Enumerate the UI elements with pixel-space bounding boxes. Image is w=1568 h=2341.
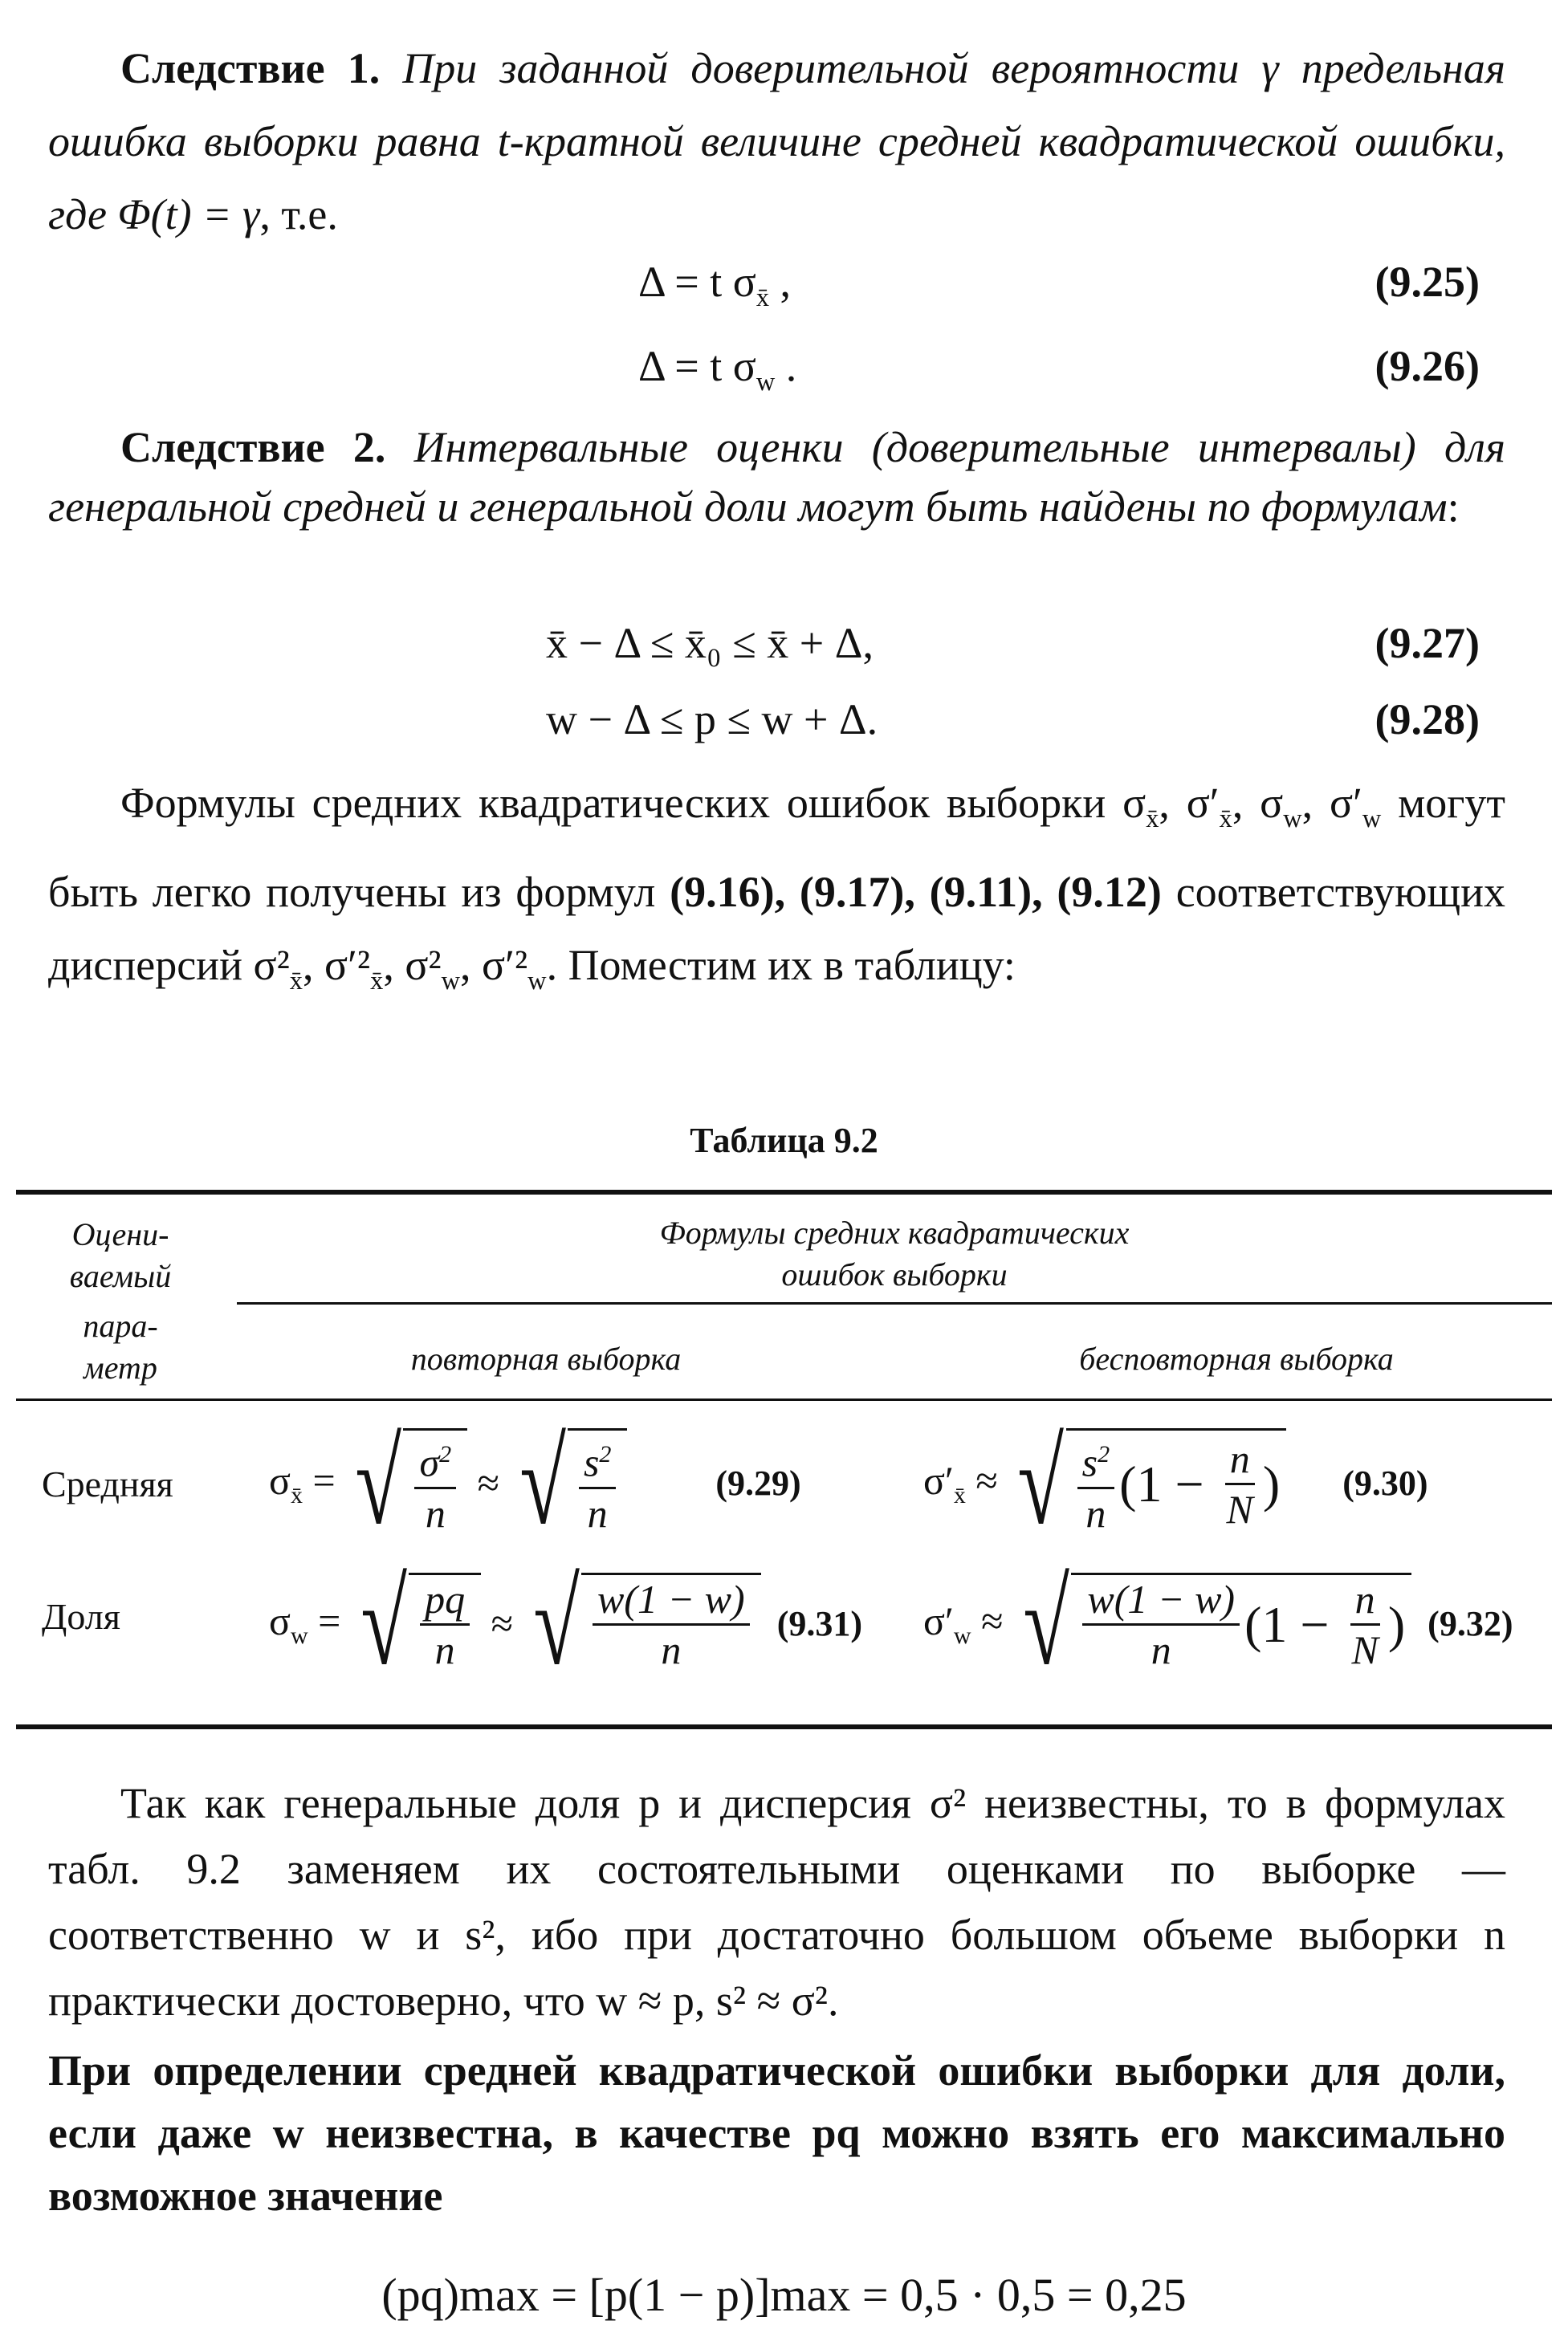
corollary-2 [48,417,1505,536]
equation-9-26 [638,341,796,397]
replace-paragraph: Так как генеральные доля p и дисперсия σ² неизвестны, то в формулах табл. 9.2 заменяем их состоятельными оценками по выборке — соответственно w и s², ибо при достаточно большом объеме выборки n практически достоверно, что w ≈ p, s² ≈ σ². [48,1779,1505,2025]
equation-9-25-tail: , [769,258,792,306]
header-formulas-line-1: Формулы средних квадратических [659,1215,1130,1251]
equation-max: (pq)max = [p(1 − p)]max = 0,5 · 0,5 = 0,25 [381,2269,1187,2321]
header-param-line-4: метр [83,1350,157,1386]
row-label-share: Доля [42,1596,120,1637]
formula-table [16,1190,1552,1732]
header-repeat: повторная выборка [410,1341,682,1377]
formula-9-30: $\sigma'_{x̄}$ ≈ √ $\frac{s^2}{n}$ (1 − $\frac{n}{N}$ ) (9.30) [923,1416,1428,1549]
sub-x-3: x̄ [289,966,303,995]
formulas-text-a: Формулы средних квадратических ошибок выборки σ [120,779,1146,827]
sub-w-1: w [1283,804,1302,833]
formulas-paragraph [48,767,1505,1018]
formula-number-9-31: (9.31) [776,1603,862,1643]
equation-9-25 [638,257,791,313]
equation-9-27: x̄ − Δ ≤ x̄₀ ≤ x̄ + Δ, [546,619,874,667]
header-param-line-2: ваемый [69,1258,172,1294]
formula-9-31: $\sigma_w$ = √ $\frac{pq}{n}$ ≈ √ $\frac{w(1 - w)}{n}$ (9.31) [269,1557,862,1690]
row-label-mean: Средняя [42,1464,173,1504]
formula-number-9-32: (9.32) [1427,1603,1513,1643]
sub-w-2: w [1362,804,1382,833]
equation-9-28: w − Δ ≤ p ≤ w + Δ. [546,695,878,743]
header-formulas [237,1212,1552,1296]
formula-refs: (9.16), (9.17), (9.11), (9.12) [670,867,1162,916]
formula-9-32: $\sigma'_w$ ≈ √ $\frac{w(1 - w)}{n}$ (1 − $\frac{n}{N}$ ) (9.32) [923,1557,1513,1690]
formulas-text-i: , σ′² [460,940,528,989]
formulas-text-j: . Поместим их в таблицу: [546,940,1016,989]
equation-9-26-lhs: Δ = t σ [638,342,756,390]
sub-x-4: x̄ [370,966,384,995]
equation-9-28-number: (9.28) [1375,695,1480,743]
formulas-text-e: могут быть легко получены из формул [48,779,1506,916]
formulas-text-b: , σ′ [1159,779,1220,827]
max-paragraph: При определении средней квадратической ошибки выборки для доли, если даже w неизвестна, в качестве pq можно взять его максимально возможное значение [48,2046,1505,2220]
corollary-2-text: Интервальные оценки (доверительные интервалы) для генеральной средней и генеральной доли могут быть найдены по формулам [48,423,1505,531]
header-formulas-line-2: ошибок выборки [781,1256,1008,1293]
table-header-rule [16,1398,1552,1401]
sub-x-2: x̄ [1219,804,1232,833]
sub-w-4: w [527,966,547,995]
equation-9-25-lhs: Δ = t σ [638,258,756,306]
equation-9-25-sub: x̄ [755,283,770,312]
header-param [16,1214,225,1389]
corollary-1-label: Следствие 1. [120,44,381,92]
equation-9-25-number: (9.25) [1375,258,1480,306]
formulas-text-d: , σ′ [1301,779,1362,827]
sub-x-1: x̄ [1146,804,1159,833]
equation-9-26-sub: w [755,367,776,397]
header-param-line-3: пара- [83,1308,158,1344]
equation-9-26-tail: . [775,342,797,390]
formulas-text-h: , σ² [383,940,442,989]
corollary-2-label: Следствие 2. [120,423,386,471]
formulas-text-c: , σ [1232,779,1284,827]
sub-w-3: w [441,966,461,995]
table-header-sub-rule [237,1302,1552,1305]
formula-number-9-30: (9.30) [1342,1463,1428,1503]
corollary-1 [48,32,1505,251]
formula-9-29: $\sigma_{x̄}$ = √ $\frac{\sigma^2}{n}$ ≈ √ $\frac{s^2}{n}$ (9.29) [269,1416,801,1549]
formulas-text-g: , σ′² [302,940,371,989]
equation-9-27-number: (9.27) [1375,619,1480,667]
corollary-1-tail: , т.е. [259,190,338,238]
table-caption: Таблица 9.2 [690,1121,878,1160]
header-param-line-1: Оцени- [71,1216,169,1252]
formula-number-9-29: (9.29) [715,1463,801,1503]
corollary-2-tail: : [1447,482,1460,531]
equation-9-26-number: (9.26) [1375,342,1480,390]
table-top-rule [16,1190,1552,1195]
formulas-text-f: соответствующих дисперсий σ² [48,867,1505,989]
corollary-1-text: При заданной доверительной вероятности γ предельная ошибка выборки равна t-кратной величине средней квадратической ошибки, где Φ(t) = γ [48,44,1506,238]
table-bottom-rule [16,1724,1552,1729]
header-norepeat: бесповторная выборка [1079,1341,1394,1377]
